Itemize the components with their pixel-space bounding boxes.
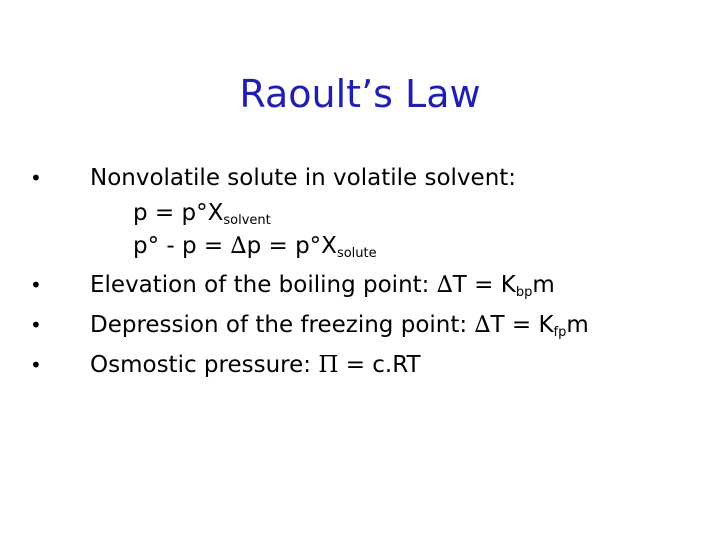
equation-main: p = p°X — [133, 200, 224, 226]
bullet-post: T = K — [452, 272, 516, 298]
slide-title: Raoult’s Law — [239, 72, 481, 116]
bullet-pre: Depression of the freezing point: — [90, 312, 475, 338]
subscript-fp: fp — [553, 325, 567, 340]
equation-lowering — [133, 231, 377, 261]
bullet-pre: Osmostic pressure: — [90, 352, 319, 378]
bullet-text — [90, 270, 555, 300]
bullet-pre: Elevation of the boiling point: — [90, 272, 437, 298]
bullet-end: m — [532, 272, 555, 298]
delta-symbol: ∆ — [230, 233, 247, 259]
delta-symbol: ∆ — [474, 312, 491, 338]
bullet-marker: • — [30, 166, 42, 190]
bullet-end: m — [566, 312, 589, 338]
equation-pre: p° - p = — [133, 233, 231, 259]
pi-symbol: Π — [318, 352, 339, 378]
bullet-text — [90, 310, 589, 340]
bullet-post: = c.RT — [338, 352, 421, 378]
bullet-text — [90, 350, 421, 380]
equation-raoult — [133, 198, 271, 228]
bullet-text: Nonvolatile solute in volatile solvent: — [90, 165, 517, 191]
equation-subscript: solute — [336, 246, 377, 261]
delta-symbol: ∆ — [436, 272, 453, 298]
bullet-post: T = K — [490, 312, 554, 338]
subscript-bp: bp — [515, 285, 533, 300]
bullet-marker: • — [30, 273, 42, 297]
bullet-marker: • — [30, 353, 42, 377]
equation-mid: p = p°X — [246, 233, 337, 259]
bullet-marker: • — [30, 313, 42, 337]
equation-subscript: solvent — [223, 213, 271, 228]
